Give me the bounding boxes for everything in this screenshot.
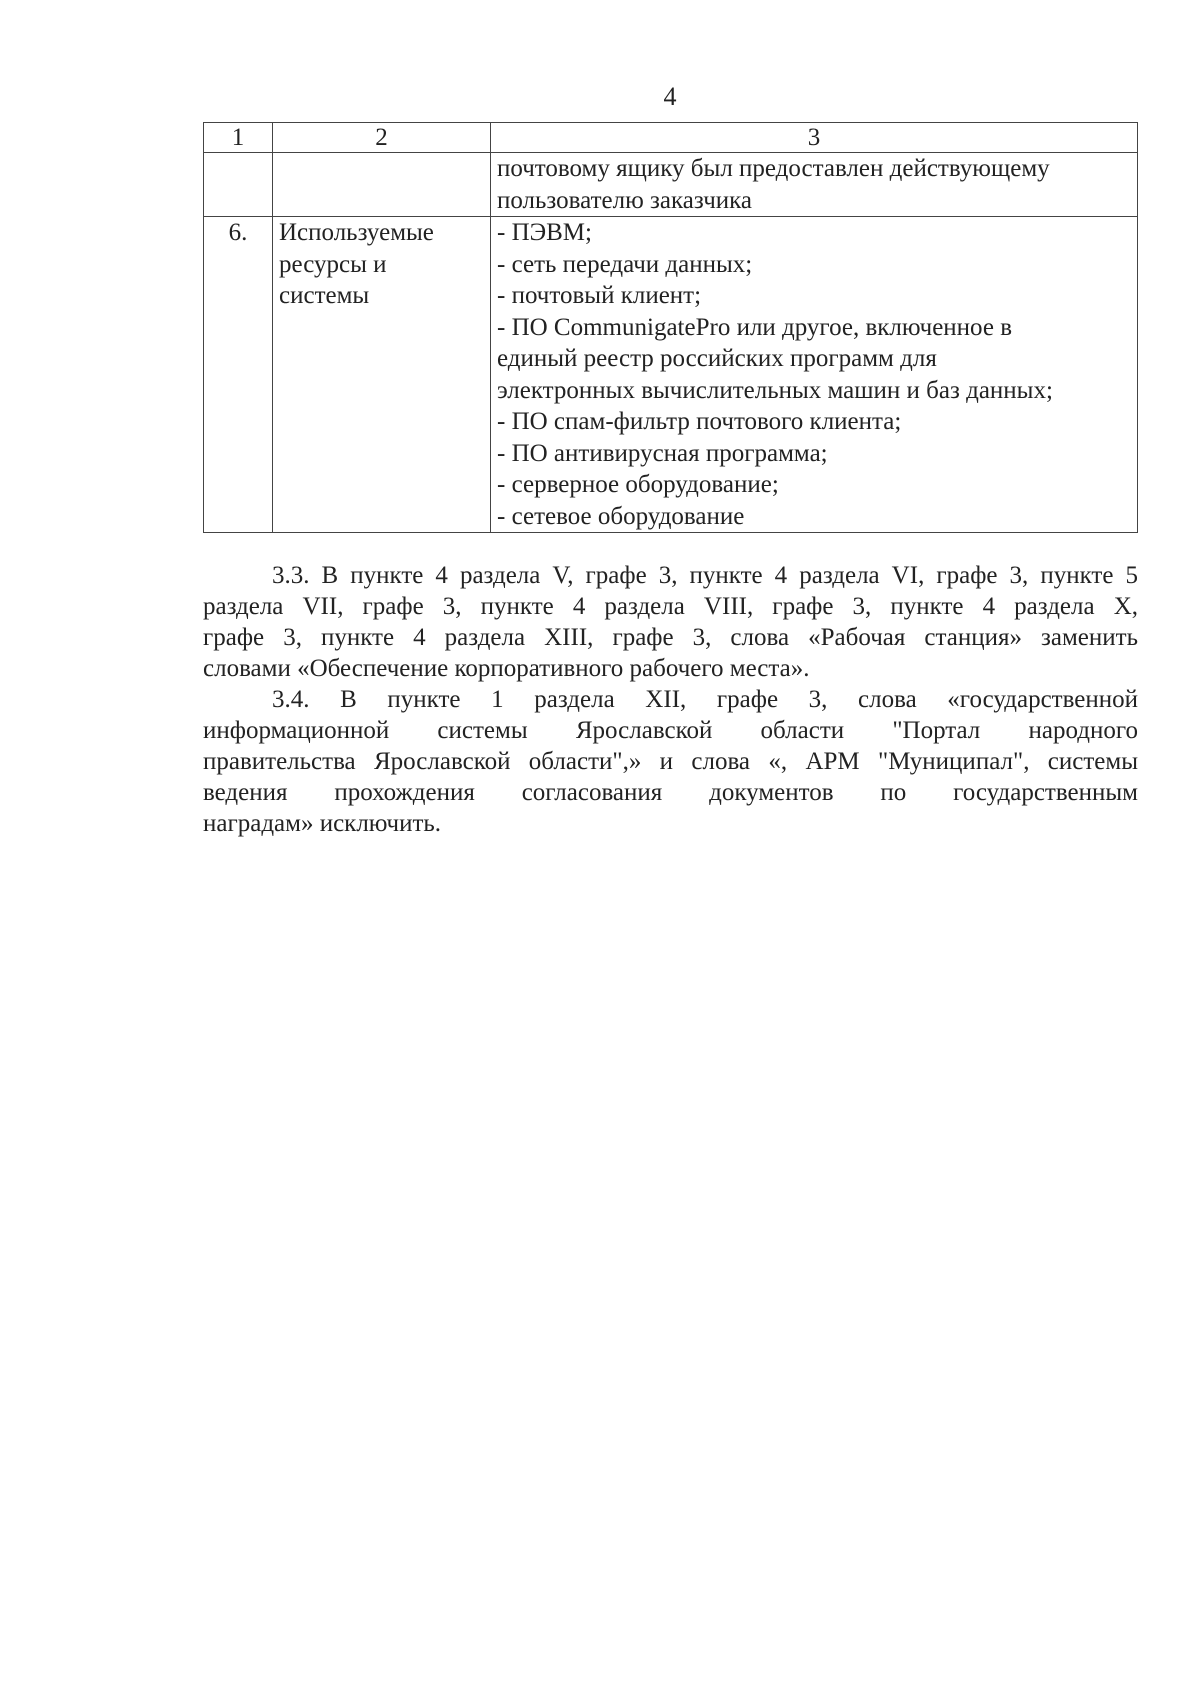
row-name bbox=[273, 153, 491, 217]
body-text bbox=[203, 560, 1138, 839]
content-line: единый реестр российских программ для bbox=[497, 345, 937, 372]
column-header-3: 3 bbox=[491, 123, 1138, 153]
paragraph-line: 3.3. В пункте 4 раздела V, графе 3, пункте 4 раздела VI, графе 3, пункте 5 bbox=[272, 562, 1138, 589]
paragraph-line: наградам» исключить. bbox=[203, 810, 442, 837]
paragraph-line: словами «Обеспечение корпоративного рабочего места». bbox=[203, 655, 810, 682]
content-line: - почтовый клиент; bbox=[497, 282, 702, 309]
content-line: почтовому ящику был предоставлен действующему bbox=[497, 155, 1050, 182]
content-line: - сетевое оборудование bbox=[497, 502, 745, 530]
content-line: - ПО спам-фильтр почтового клиента; bbox=[497, 408, 902, 435]
content-line: - ПО антивирусная программа; bbox=[497, 439, 828, 467]
paragraph-3-3 bbox=[203, 560, 1138, 684]
paragraph-line: раздела VII, графе 3, пункте 4 раздела VIII, графе 3, пункте 4 раздела X, bbox=[203, 593, 1138, 620]
table-header-row bbox=[204, 123, 1138, 153]
name-line: системы bbox=[279, 282, 370, 309]
column-header-1: 1 bbox=[204, 123, 273, 153]
name-line: Используемые bbox=[279, 219, 434, 246]
table-row bbox=[204, 153, 1138, 217]
paragraph-line: графе 3, пункте 4 раздела XIII, графе 3, слова «Рабочая станция» заменить bbox=[203, 624, 1138, 651]
row-content bbox=[491, 153, 1138, 217]
resources-table bbox=[203, 122, 1138, 533]
content-line: - серверное оборудование; bbox=[497, 471, 779, 498]
paragraph-3-4 bbox=[203, 684, 1138, 839]
column-header-2: 2 bbox=[273, 123, 491, 153]
content-line: - сеть передачи данных; bbox=[497, 250, 753, 278]
paragraph-line: информационной системы Ярославской области "Портал народного bbox=[203, 717, 1138, 744]
row-name bbox=[273, 217, 491, 533]
row-number bbox=[204, 153, 273, 217]
content-line: электронных вычислительных машин и баз данных; bbox=[497, 376, 1053, 404]
paragraph-line: ведения прохождения согласования документов по государственным bbox=[203, 779, 1138, 806]
name-line: ресурсы и bbox=[279, 250, 387, 278]
content-line: пользователю заказчика bbox=[497, 186, 753, 214]
content-line: - ПО CommunigatePro или другое, включенное в bbox=[497, 313, 1013, 341]
table-row bbox=[204, 217, 1138, 533]
page-number: 4 bbox=[663, 82, 677, 111]
row-content bbox=[491, 217, 1138, 533]
paragraph-line: правительства Ярославской области",» и слова «, АРМ "Муниципал", системы bbox=[203, 748, 1138, 775]
paragraph-line: 3.4. В пункте 1 раздела XII, графе 3, слова «государственной bbox=[272, 686, 1138, 713]
content-line: - ПЭВМ; bbox=[497, 219, 592, 246]
row-number: 6. bbox=[204, 217, 273, 533]
